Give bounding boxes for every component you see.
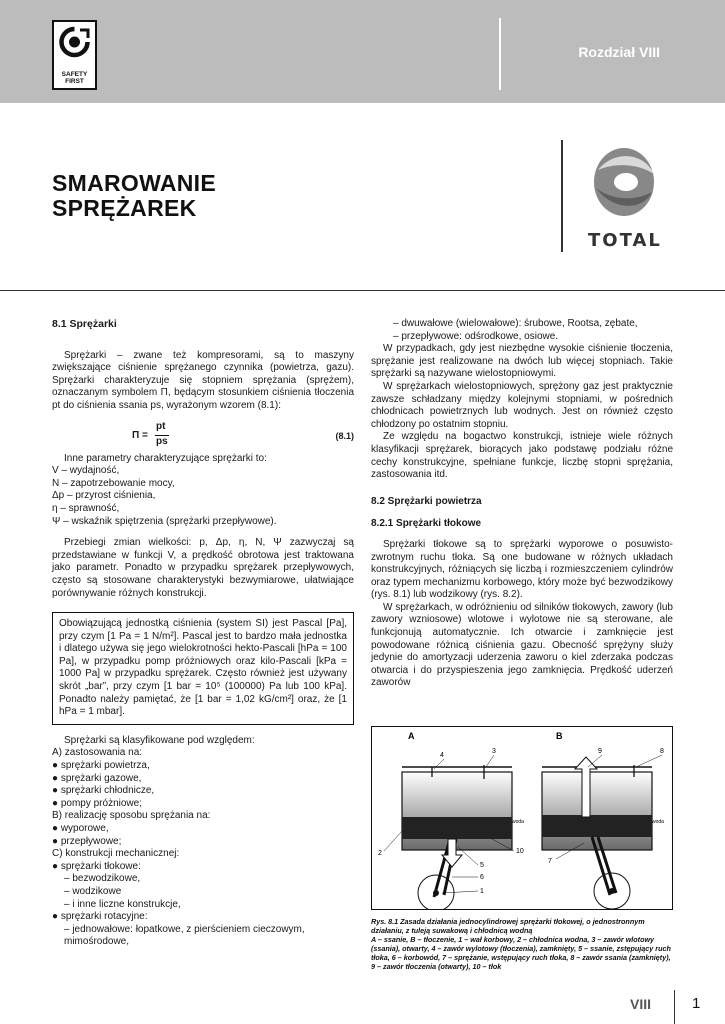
list-item: ● pompy próżniowe; bbox=[52, 797, 142, 809]
list-item: ● przepływowe; bbox=[52, 835, 122, 847]
label-b: B bbox=[556, 731, 563, 741]
list-item: ● sprężarki powietrza, bbox=[52, 760, 150, 772]
page-number: 1 bbox=[692, 995, 701, 1012]
list-item: V – wydajność, bbox=[52, 465, 120, 477]
list-item: A) zastosowania na: bbox=[52, 747, 143, 759]
callout-10: 10 bbox=[516, 848, 524, 855]
paragraph: W sprężarkach, w odróżnieniu od silników tłokowych, zawory (lub zawory wzniosowe) wlotowe i wylotowe nie są sterowane, ale funkcjonują automatycznie. Ich otwarcie i zamknięcie jest powodowane różnicą ciśnienia gazu. Obecność sprężyny służy jedynie do amortyzacji uderzenia zaworu o kiel zderzaka podczas otwarcia i do przyspieszenia jego zamknięcia. Prędkość uderzeń zaworów bbox=[371, 601, 673, 689]
list-item: – wodzikowe bbox=[64, 885, 122, 897]
paragraph: Sprężarki – zwane też kompresorami, są to maszyny zwiększające ciśnienie sprężanego czynnika (powietrza, gazu). Sprężarki charakteryzuje się stopniem sprężania (sprężem), oznaczanym symbolem Π, będącym stosunkiem ciśnienia tłoczenia pt do ciśnienia ssania ps, wyrażonym wzorem (8.1): bbox=[52, 349, 354, 411]
header-divider bbox=[499, 18, 501, 90]
callout-3: 3 bbox=[492, 748, 496, 755]
list-item: ● sprężarki chłodnicze, bbox=[52, 785, 155, 797]
info-box-text: Obowiązującą jednostką ciśnienia (system SI) jest Pascal [Pa], przy czym [1 Pa = 1 N/m²]. Pascal jest to bardzo mała jednostka i dlatego używa się jego wielokrotności hekto-Pascali [hPa = 100 Pa], w przypadku pomp próżniowych oraz kilo-Pascali [kPa = 1000 Pa] w przypadku sprężarek. Często również jest używany skrót „bar”, przy czym [1 bar = 10⁵ (100000) Pa lub 100 kPa]. Ponadto należy pamiętać, że [1 bar = 1,02 kG/cm²] oraz, że [1 hPa = 1 mbar]. bbox=[59, 618, 347, 718]
callout-1: 1 bbox=[480, 888, 484, 895]
formula-denominator: ps bbox=[156, 435, 168, 447]
safety-first-logo bbox=[52, 20, 97, 90]
title-line1: SMAROWANIE bbox=[52, 170, 216, 196]
right-column bbox=[371, 318, 673, 690]
label-a: A bbox=[408, 731, 415, 741]
paragraph: Ze względu na bogactwo konstrukcji, istnieje wiele różnych klasyfikacji sprężarek, biorących jako podstawę podziału różne cechy konstrukcyjne, spełniane funkcje, liczbę stopni sprężania, zastosowania itd. bbox=[371, 431, 673, 481]
total-wordmark: TOTAL bbox=[588, 230, 662, 251]
brand-divider bbox=[561, 140, 563, 252]
list-item: – przepływowe: odśrodkowe, osiowe. bbox=[393, 330, 559, 342]
paragraph: W przypadkach, gdy jest niezbędne wysokie ciśnienie tłoczenia, sprężanie jest realizowane na dwóch lub więcej stopniach. Takie sprężarki są nazywane wielostopniowymi. bbox=[371, 343, 673, 380]
footer-chapter: VIII bbox=[630, 996, 652, 1012]
callout-5: 5 bbox=[480, 862, 484, 869]
total-logo-icon bbox=[584, 140, 664, 226]
classification-list bbox=[52, 747, 354, 949]
formula-numerator: pt bbox=[156, 420, 166, 432]
info-box bbox=[52, 612, 354, 725]
caption-legend: A – ssanie, B – tłoczenie, 1 – wał korbowy, 2 – chłodnica wodna, 3 – zawór wlotowy (ssania), otwarty, 4 – zawór wylotowy (tłoczenia), zamknięty, 5 – ssanie, zstępujący ruch tłoka, 6 – korbowód, 7 – sprężanie, wstępujący ruch tłoka, 8 – zawór ssania (zamknięty), 9 – zawór tłoczenia (otwarty), 10 – tłok bbox=[371, 935, 671, 971]
page-header bbox=[0, 0, 725, 103]
list-item: ● sprężarki rotacyjne: bbox=[52, 911, 148, 923]
list-item: Ψ – wskaźnik spiętrzenia (sprężarki przepływowe). bbox=[52, 515, 277, 527]
callout-7: 7 bbox=[548, 858, 552, 865]
header-rule bbox=[0, 290, 725, 291]
callout-8: 8 bbox=[660, 748, 664, 755]
callout-6: 6 bbox=[480, 874, 484, 881]
formula-8-1 bbox=[52, 419, 354, 453]
page-title bbox=[52, 171, 216, 221]
formula-lhs: Π = bbox=[132, 429, 148, 441]
paragraph: W sprężarkach wielostopniowych, sprężony gaz jest praktycznie zawsze schładzany między kolejnymi stopniami, w pośrednich chłodnicach powietrznych lub wodnych. Jest on również często chłodzony po ostatnim stopniu. bbox=[371, 380, 673, 430]
list-item: – i inne liczne konstrukcje, bbox=[64, 898, 181, 910]
paragraph: Sprężarki tłokowe są to sprężarki wyporowe o posuwisto-zwrotnym ruchu tłoka. Są one budowane w różnych układach konstrukcyjnych, różniących się liczbą i rozmieszczeniem cylindrów oraz typem mechanizmu korbowego, który może być bezwodzikowy (rys. 8.1) lub wodzikowy (rys. 8.2). bbox=[371, 538, 673, 601]
section-heading-8-1: 8.1 Sprężarki bbox=[52, 318, 117, 330]
compressor-diagram bbox=[372, 727, 672, 909]
piston-b bbox=[542, 815, 652, 837]
chapter-label: Rozdział VIII bbox=[578, 44, 660, 60]
safety-emblem-icon bbox=[58, 26, 91, 70]
section-heading-8-2: 8.2 Sprężarki powietrza bbox=[371, 495, 482, 507]
water-label-b: woda bbox=[652, 819, 664, 825]
list-item: Δp – przyrost ciśnienia, bbox=[52, 490, 156, 502]
list-item: C) konstrukcji mechanicznej: bbox=[52, 848, 180, 860]
caption-title: Rys. 8.1 Zasada działania jednocylindrowej sprężarki tłokowej, o jednostronnym działaniu, z tuleją suwakową i chłodnicą wodną bbox=[371, 917, 645, 935]
paragraph: Przebiegi zmian wielkości: p, Δp, η, N, Ψ zazwyczaj są przedstawiane w funkcji V, a prędkość obrotowa jest traktowana jako parametr. Ponadto w przypadku sprężarek przepływowych, często są stosowane charakterystyki bezwymiarowe, ułatwiające porównywanie różnych konstrukcji. bbox=[52, 537, 354, 599]
params-list bbox=[52, 465, 354, 528]
list-item: B) realizację sposobu sprężania na: bbox=[52, 810, 211, 822]
callout-2: 2 bbox=[378, 850, 382, 857]
piston-a bbox=[402, 817, 512, 839]
formula-number: (8.1) bbox=[335, 430, 354, 441]
callout-9: 9 bbox=[598, 748, 602, 755]
section-heading-8-2-1: 8.2.1 Sprężarki tłokowe bbox=[371, 518, 482, 530]
footer-divider bbox=[674, 990, 675, 1024]
callout-4: 4 bbox=[440, 752, 444, 759]
left-column bbox=[52, 318, 354, 949]
paragraph: Sprężarki są klasyfikowane pod względem: bbox=[64, 734, 255, 746]
list-item: ● sprężarki tłokowe: bbox=[52, 860, 141, 872]
figure-caption bbox=[371, 917, 673, 971]
paragraph: Inne parametry charakteryzujące sprężarki to: bbox=[64, 452, 267, 464]
safety-logo-line2: FIRST bbox=[65, 78, 84, 85]
list-item: ● sprężarki gazowe, bbox=[52, 772, 142, 784]
list-item: – dwuwałowe (wielowałowe): śrubowe, Rootsa, zębate, bbox=[393, 318, 638, 329]
list-item: – bezwodzikowe, bbox=[64, 873, 141, 885]
safety-logo-line1: SAFETY bbox=[61, 71, 88, 78]
list-item: ● wyporowe, bbox=[52, 823, 109, 834]
list-item: N – zapotrzebowanie mocy, bbox=[52, 477, 175, 489]
title-line2: SPRĘŻAREK bbox=[52, 195, 197, 221]
water-label-a: woda bbox=[512, 819, 524, 825]
list-item: – jednowałowe: łopatkowe, z pierścieniem cieczowym, mimośrodowe, bbox=[64, 923, 305, 948]
figure-8-1 bbox=[371, 726, 673, 910]
list-item: η – sprawność, bbox=[52, 502, 120, 514]
